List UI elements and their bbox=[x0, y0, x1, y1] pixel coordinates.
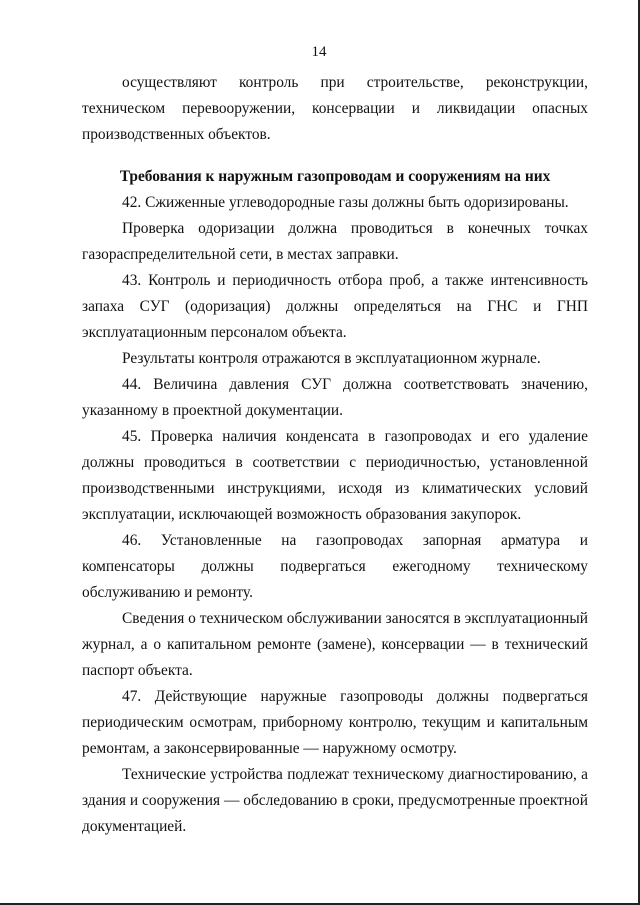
paragraph-42: 42. Сжиженные углеводородные газы должны быть одоризированы. bbox=[122, 194, 569, 211]
paragraph-43-results: Результаты контроля отражаются в эксплуатационном журнале. bbox=[122, 350, 541, 367]
section-heading: Требования к наружным газопроводам и сооружениям на них bbox=[119, 168, 551, 185]
paragraph-47: 47. Действующие наружные газопроводы должны подвергаться периодическим осмотрам, приборному контролю, текущим и капитальным ремонтам, а законсервированные — наружному осмотру. bbox=[82, 688, 588, 757]
paragraph-46: 46. Установленные на газопроводах запорная арматура и компенсаторы должны подвергаться ежегодному техническому обслуживанию и ремонту. bbox=[82, 532, 588, 601]
paragraph-42-check: Проверка одоризации должна проводиться в конечных точках газораспределительной сети, в местах заправки. bbox=[82, 220, 588, 263]
paragraph-43: 43. Контроль и периодичность отбора проб, а также интенсивность запаха СУГ (одоризация) должны определяться на ГНС и ГНП эксплуатационным персоналом объекта. bbox=[82, 272, 588, 341]
paragraph-46-records: Сведения о техническом обслуживании заносятся в эксплуатационный журнал, а о капитальном ремонте (замене), консервации — в технический паспорт объекта. bbox=[82, 610, 588, 679]
paragraph-47-diagnostics: Технические устройства подлежат техническому диагностированию, а здания и сооружения — обследованию в сроки, предусмотренные проектной документацией. bbox=[82, 766, 588, 835]
paragraph-45: 45. Проверка наличия конденсата в газопроводах и его удаление должны проводиться в соответствии с периодичностью, установленной производственными инструкциями, исходя из климатических условий эксплуатации, исключающей возможность образования закупорок. bbox=[82, 428, 588, 523]
paragraph-continuation: осуществляют контроль при строительстве, реконструкции, техническом перевооружении, консервации и ликвидации опасных производственных объектов. bbox=[82, 74, 588, 143]
page-number: 14 bbox=[311, 44, 327, 60]
document-body bbox=[82, 70, 588, 840]
paragraph-44: 44. Величина давления СУГ должна соответствовать значению, указанному в проектной документации. bbox=[82, 376, 588, 419]
